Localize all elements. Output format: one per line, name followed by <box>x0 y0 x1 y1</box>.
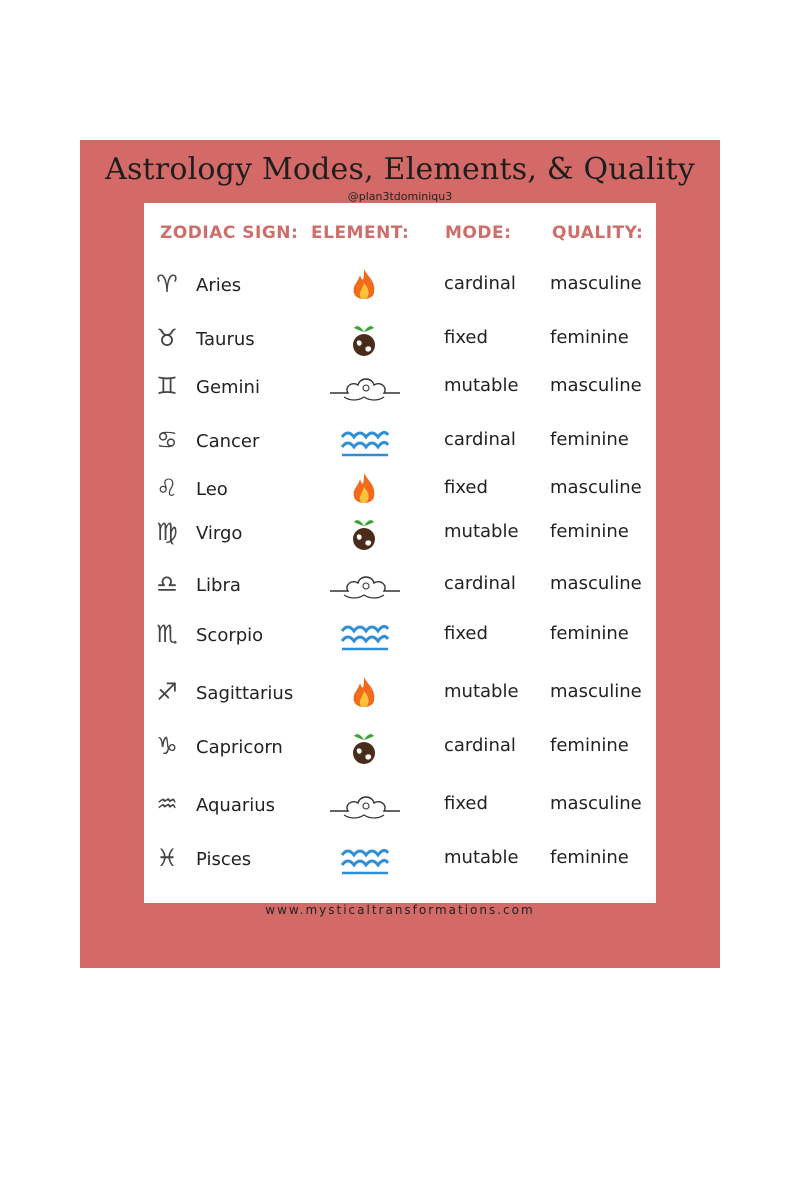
air-cloud-icon <box>324 785 404 825</box>
earth-icon <box>324 319 404 359</box>
table-row <box>144 469 656 509</box>
zodiac-glyph-icon: ♒︎ <box>156 790 178 818</box>
table-row <box>144 615 656 655</box>
mode-value: cardinal <box>444 429 516 450</box>
mode-value: mutable <box>444 681 519 702</box>
water-waves-icon <box>324 421 404 461</box>
quality-value: feminine <box>550 429 629 450</box>
table-row <box>144 727 656 767</box>
zodiac-glyph-icon: ♏︎ <box>156 620 178 648</box>
sign-name: Scorpio <box>196 625 264 646</box>
table-row <box>144 421 656 461</box>
sign-name: Aquarius <box>196 795 276 816</box>
fire-icon <box>324 469 404 509</box>
footer-website: www.mysticaltransformations.com <box>265 903 535 917</box>
water-waves-icon <box>324 615 404 655</box>
zodiac-glyph-icon: ♎︎ <box>156 570 178 598</box>
table-row <box>144 785 656 825</box>
quality-value: masculine <box>550 375 642 396</box>
sign-name: Virgo <box>196 523 243 544</box>
sign-name: Leo <box>196 479 228 500</box>
mode-value: fixed <box>444 477 488 498</box>
sign-name: Cancer <box>196 431 260 452</box>
quality-value: feminine <box>550 521 629 542</box>
sign-name: Libra <box>196 575 241 596</box>
mode-value: mutable <box>444 847 519 868</box>
sign-name: Taurus <box>196 329 255 350</box>
quality-value: feminine <box>550 847 629 868</box>
mode-value: cardinal <box>444 735 516 756</box>
mode-value: fixed <box>444 327 488 348</box>
sign-name: Gemini <box>196 377 260 398</box>
fire-icon <box>324 265 404 305</box>
air-cloud-icon <box>324 565 404 605</box>
mode-value: cardinal <box>444 273 516 294</box>
quality-value: masculine <box>550 273 642 294</box>
air-cloud-icon <box>324 367 404 407</box>
author-handle: @plan3tdominiqu3 <box>347 190 453 203</box>
zodiac-glyph-icon: ♐︎ <box>156 678 178 706</box>
mode-value: cardinal <box>444 573 516 594</box>
mode-value: fixed <box>444 793 488 814</box>
fire-icon <box>324 673 404 713</box>
zodiac-glyph-icon: ♌︎ <box>156 474 178 502</box>
quality-value: masculine <box>550 477 642 498</box>
header-mode: MODE: <box>445 223 512 243</box>
table-row <box>144 265 656 305</box>
poster-frame <box>80 140 720 968</box>
sign-name: Capricorn <box>196 737 283 758</box>
quality-value: masculine <box>550 681 642 702</box>
zodiac-glyph-icon: ♉︎ <box>156 324 178 352</box>
header-element: ELEMENT: <box>311 223 410 243</box>
water-waves-icon <box>324 839 404 879</box>
table-row <box>144 319 656 359</box>
sign-name: Aries <box>196 275 242 296</box>
zodiac-glyph-icon: ♓︎ <box>156 844 178 872</box>
quality-value: feminine <box>550 327 629 348</box>
quality-value: feminine <box>550 735 629 756</box>
zodiac-glyph-icon: ♍︎ <box>156 518 178 546</box>
zodiac-glyph-icon: ♊︎ <box>156 372 178 400</box>
zodiac-table <box>144 203 656 903</box>
sign-name: Sagittarius <box>196 683 294 704</box>
header-quality: QUALITY: <box>552 223 644 243</box>
table-row <box>144 565 656 605</box>
earth-icon <box>324 727 404 767</box>
mode-value: mutable <box>444 375 519 396</box>
table-row <box>144 673 656 713</box>
table-row <box>144 367 656 407</box>
mode-value: mutable <box>444 521 519 542</box>
sign-name: Pisces <box>196 849 252 870</box>
mode-value: fixed <box>444 623 488 644</box>
earth-icon <box>324 513 404 553</box>
poster-title: Astrology Modes, Elements, & Quality <box>105 152 695 187</box>
table-row <box>144 513 656 553</box>
quality-value: masculine <box>550 793 642 814</box>
zodiac-glyph-icon: ♑︎ <box>156 732 178 760</box>
zodiac-glyph-icon: ♈︎ <box>156 270 178 298</box>
table-row <box>144 839 656 879</box>
quality-value: masculine <box>550 573 642 594</box>
header-zodiac-sign: ZODIAC SIGN: <box>160 223 299 243</box>
zodiac-glyph-icon: ♋︎ <box>156 426 178 454</box>
quality-value: feminine <box>550 623 629 644</box>
